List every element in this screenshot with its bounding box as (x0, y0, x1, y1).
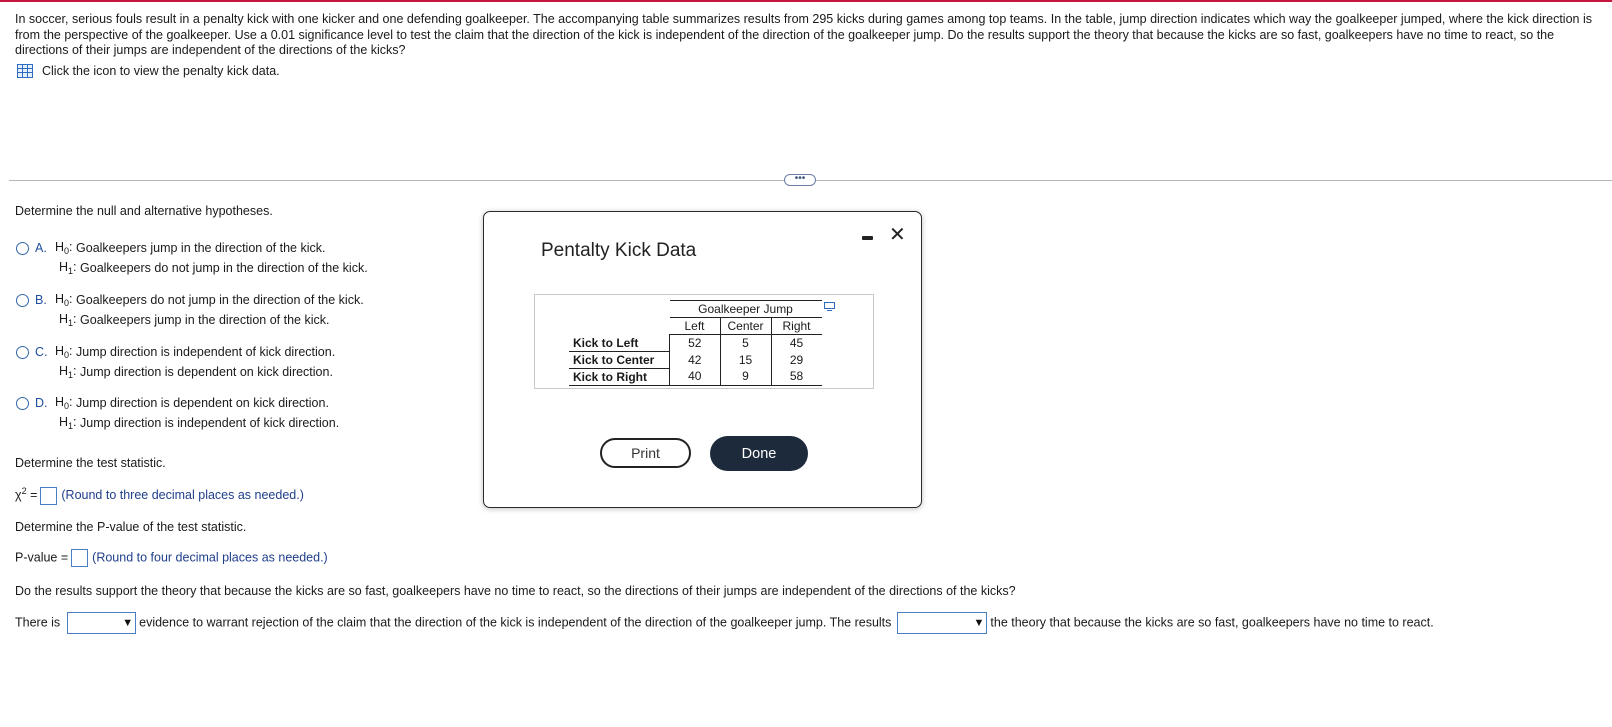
minimize-icon[interactable] (861, 227, 875, 243)
cell-value: 52 (670, 335, 721, 352)
radio-d[interactable] (16, 397, 29, 410)
chevron-down-icon: ▼ (122, 616, 134, 629)
h0-label: $H_0$: (55, 292, 73, 308)
penalty-kick-data-dialog (483, 211, 922, 508)
table-row (569, 351, 822, 368)
option-d[interactable] (16, 393, 339, 433)
h0-label: $H_0$: (55, 395, 73, 411)
row-label: Kick to Right (569, 368, 670, 385)
hypotheses-prompt: Determine the null and alternative hypotheses. (15, 204, 273, 218)
corner-cell (569, 318, 670, 335)
table-grid-icon[interactable] (17, 64, 33, 78)
option-letter: C. (35, 345, 48, 359)
h0-text: Jump direction is independent of kick direction. (76, 345, 336, 359)
radio-a[interactable] (16, 242, 29, 255)
cell-value: 9 (720, 368, 771, 385)
cell-value: 45 (789, 336, 804, 350)
h1-text: Goalkeepers do not jump in the direction of the kick. (80, 261, 368, 275)
kick-data-table-frame (534, 294, 874, 389)
p-value-row (15, 549, 328, 567)
dialog-title: Pentalty Kick Data (541, 240, 697, 261)
chi-square-input[interactable] (40, 487, 57, 505)
ellipsis-icon[interactable]: ••• (784, 174, 816, 186)
radio-c[interactable] (16, 346, 29, 359)
p-value-input[interactable] (71, 549, 88, 567)
option-c[interactable] (16, 342, 335, 382)
kick-data-table (569, 300, 822, 386)
p-value-prompt: Determine the P-value of the test statistic. (15, 520, 247, 534)
chi-square-row (15, 486, 304, 505)
equals-sign: = (30, 488, 38, 502)
h0-text: Jump direction is dependent on kick direction. (76, 396, 329, 410)
support-select[interactable] (897, 612, 987, 634)
conclusion-part3: the theory that because the kicks are so fast, goalkeepers have no time to react. (990, 615, 1434, 630)
h1-text: Goalkeepers jump in the direction of the kick. (80, 313, 330, 327)
chevron-down-icon: ▼ (973, 616, 985, 629)
cell-value: 29 (789, 352, 804, 367)
h0-text: Goalkeepers do not jump in the direction of the kick. (76, 293, 364, 307)
chi-symbol: χ (15, 488, 22, 502)
option-b[interactable] (16, 290, 364, 330)
column-header: Right (771, 318, 822, 335)
h0-label: $H_0$: (55, 344, 73, 360)
row-label: Kick to Center (569, 351, 670, 368)
h1-label: $H_1$: (59, 312, 77, 328)
h1-text: Jump direction is independent of kick direction. (80, 416, 340, 430)
option-letter: A. (35, 241, 47, 255)
row-label: Kick to Left (569, 335, 670, 352)
cell-value: 58 (771, 368, 822, 385)
p-value-label: P-value = (15, 550, 69, 565)
top-accent-line (0, 0, 1612, 2)
cell-value: 42 (670, 351, 721, 368)
done-button[interactable]: Done (710, 436, 808, 471)
data-link-row (17, 64, 280, 78)
cell-value: 5 (720, 335, 771, 352)
print-button[interactable]: Print (600, 438, 691, 468)
conclusion-part1: There is (15, 615, 61, 630)
data-link-text: Click the icon to view the penalty kick data. (42, 64, 280, 78)
table-row (569, 368, 822, 385)
chi-square-hint: (Round to three decimal places as needed.) (61, 488, 304, 502)
close-icon[interactable]: ✕ (889, 224, 906, 246)
h0-label: $H_0$: (55, 240, 73, 256)
chi-exponent: 2 (21, 486, 27, 496)
option-letter: B. (35, 293, 47, 307)
cell-value: 40 (670, 368, 721, 385)
column-header: Left (670, 318, 721, 335)
conclusion-question: Do the results support the theory that because the kicks are so fast, goalkeepers have no time to react, so the directions of their jumps are independent of the directions of the kicks? (15, 584, 1016, 598)
group-header: Goalkeeper Jump (670, 301, 822, 318)
corner-cell (569, 301, 670, 318)
conclusion-part2: evidence to warrant rejection of the claim that the direction of the kick is independent of the direction of the goalkeeper jump. The results (139, 615, 892, 630)
copy-icon[interactable] (824, 302, 835, 311)
p-value-hint: (Round to four decimal places as needed.) (92, 550, 328, 565)
conclusion-row (15, 612, 1434, 634)
option-a[interactable] (16, 238, 368, 278)
h1-label: $H_1$: (59, 364, 77, 380)
cell-value: 15 (720, 351, 771, 368)
evidence-select[interactable] (67, 612, 136, 634)
question-text: In soccer, serious fouls result in a penalty kick with one kicker and one defending goalkeeper. The accompanying table summarizes results from 295 kicks during games among top teams. In the table, jump direction indicates which way the goalkeeper jumped, where the kick direction is from the perspective of the goalkeeper. Use a 0.01 significance level to test the claim that the direction of the kick is independent of the direction of the goalkeeper jump. Do the results support the theory that because the kicks are so fast, goalkeepers have no time to react, so the directions of their jumps are independent of the directions of the kicks? (15, 12, 1592, 57)
test-statistic-prompt: Determine the test statistic. (15, 456, 166, 470)
h1-label: $H_1$: (59, 415, 77, 431)
table-row (569, 335, 822, 352)
option-letter: D. (35, 396, 48, 410)
h1-text: Jump direction is dependent on kick direction. (80, 365, 333, 379)
h0-text: Goalkeepers jump in the direction of the kick. (76, 241, 326, 255)
radio-b[interactable] (16, 294, 29, 307)
column-header: Center (720, 318, 771, 335)
h1-label: $H_1$: (59, 260, 77, 276)
